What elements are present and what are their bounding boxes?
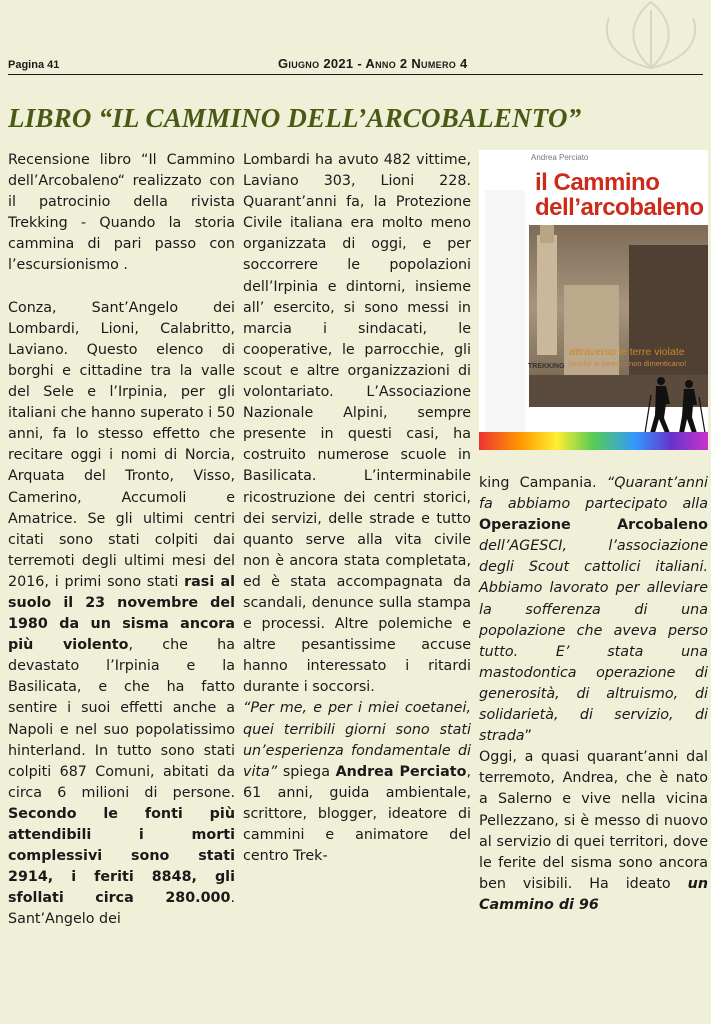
book-cover-image bbox=[479, 150, 708, 450]
quote-paragraph: king Campania. “Quarant’anni fa abbiamo partecipato alla Operazione Arcobaleno dell’AGESCI, l’associazione degli Scout cattolici italiani. Abbiamo lavorato per alleviare la sofferenza di una popolazione che aveva perso tutto. E’ stata una mastodontica operazione di generosità, di altruismo, di solidarietà, di servizio, di strada” bbox=[479, 475, 708, 745]
body-paragraph: Oggi, a quasi quarant’anni dal terremoto, Andrea, che è nato a Salerno e vive nella vicina Pellezzano, si è messo di nuovo al servizio di quei territori, dove le ferite del sisma sono ancora ben visibili. Ha ideato un Cammino di 96 bbox=[479, 749, 708, 913]
article-title: LIBRO “IL CAMMINO DELL’ARCOBALENTO” bbox=[8, 103, 582, 133]
article-column-2 bbox=[243, 150, 471, 867]
issue-info: Giugno 2021 - Anno 2 Numero 4 bbox=[278, 56, 468, 71]
hikers-icon bbox=[639, 375, 708, 435]
cover-title: il Cammino dell’arcobaleno bbox=[535, 169, 704, 221]
body-paragraph: Lombardi ha avuto 482 vittime, Laviano 303, Lioni 228. Quarant’anni fa, la Protezione Civile italiana era molto meno organizzata di oggi, e per soccorrere le popolazioni dell’Irpinia e dintorni, insieme all’ esercito, si sono messi in marcia i sindacati, le cooperative, le parrocchie, gli scout e altre organizzazioni di volontariato. L’Associazione Nazionale Alpini, sempre presente in questi casi, ha costruito numerose scuole in Basilicata. L’interminabile ricostruzione dei centri storici, dei servizi, delle strade e tutto quanto serve alla vita civile non è ancora stata completata, ed è stata accompagnata da scandali, denunce sulla stampa e processi. Altre polemiche e altre pesantissime accuse hanno interessato i ritardi durante i soccorsi. bbox=[243, 152, 471, 696]
book-spine bbox=[485, 190, 525, 440]
publisher-logo: TREKKING bbox=[528, 363, 565, 370]
cover-subtitle: attraverso le terre violate bbox=[569, 346, 685, 358]
rainbow-stripe bbox=[479, 432, 708, 450]
page-header bbox=[8, 58, 703, 75]
page-number: Pagina 41 bbox=[8, 59, 60, 71]
body-paragraph: Conza, Sant’Angelo dei Lombardi, Lioni, Calabritto, Laviano. Questo elenco di borghi e cittadine tra la valle del Sele e l’Irpinia, per gli italiani che hanno superato i 50 anni, fa lo stesso effetto che recitare oggi i nomi di Norcia, Arquata del Tronto, Visso, Camerino, Accumoli e Amatrice. Se gli ultimi centri citati sono stati colpiti dai terremoti degli ultimi mesi del 2016, i primi sono stati rasi al suolo il 23 novembre del 1980 da un sisma ancora più violento, che ha devastato l’Irpinia e la Basilicata, e che ha fatto sentire i suoi effetti anche a Napoli e nel suo popolatissimo hinterland. In tutto sono stati colpiti 687 Comuni, abitati da circa 6 milioni di persone. Secondo le fonti più attendibili i morti complessivi sono stati 2914, i feriti 8848, gli sfollati circa 280.000. Sant’Angelo dei bbox=[8, 299, 235, 928]
quote-paragraph: “Per me, e per i miei coetanei, quei terribili giorni sono stati un’esperienza fondamentale di vita” spiega Andrea Perciato, 61 anni, guida ambientale, scrittore, blogger, ideatore di cammini e animatore del centro Trek- bbox=[243, 700, 471, 865]
intro-paragraph: Recensione libro “Il Cammino dell’Arcobaleno“ realizzato con il patrocinio della rivista Trekking - Quando la storia cammina di pari passo con l’escursionismo . bbox=[8, 152, 235, 274]
article-column-1 bbox=[8, 150, 235, 930]
article-column-3 bbox=[479, 473, 708, 916]
cover-author: Andrea Perciato bbox=[531, 153, 589, 162]
cover-tagline: perché le pietre... non dimenticano! bbox=[569, 359, 687, 368]
